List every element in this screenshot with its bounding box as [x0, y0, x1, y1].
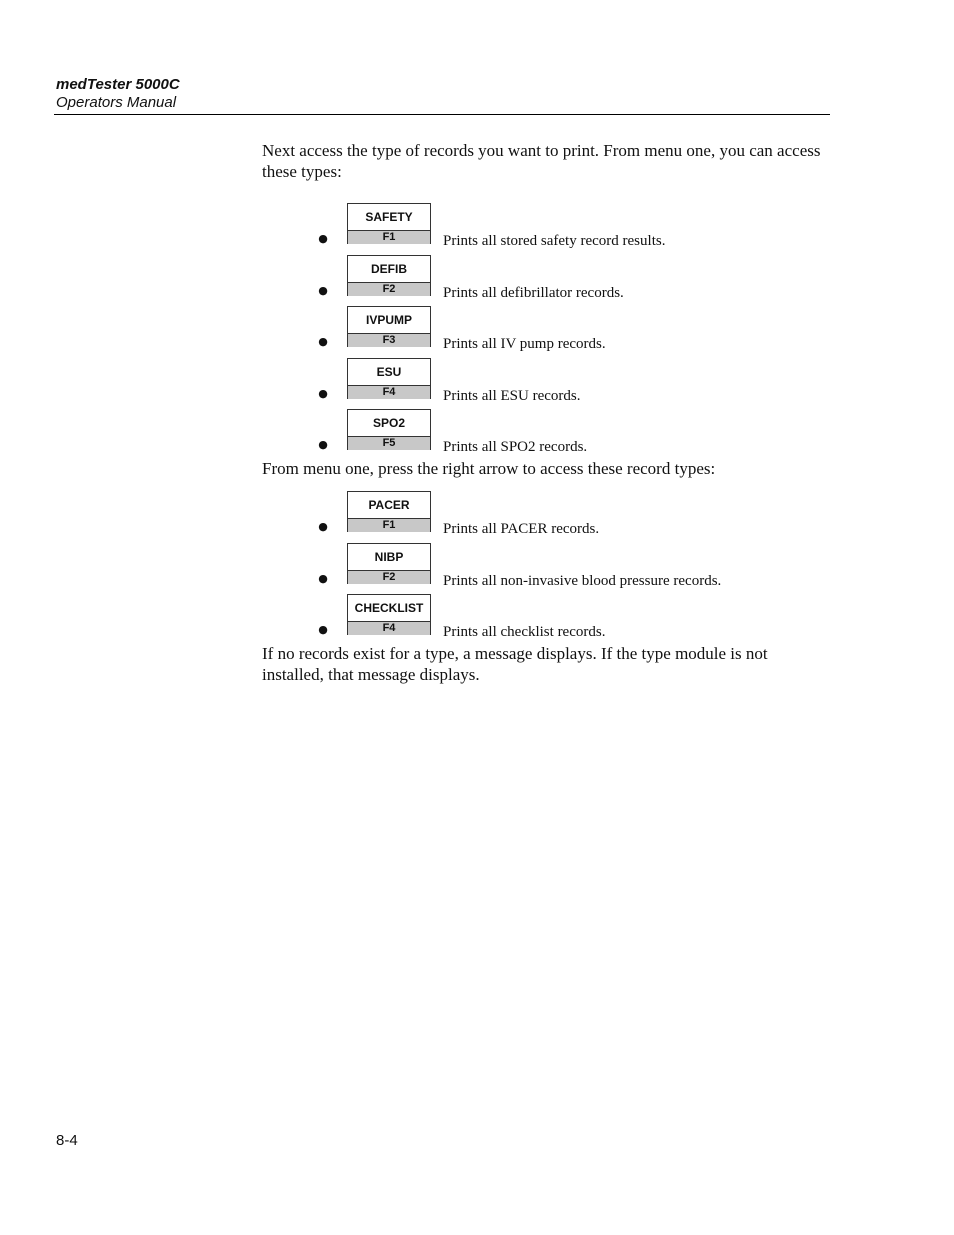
header-rule	[54, 114, 830, 115]
bullet-icon: ●	[318, 572, 328, 585]
item-description: Prints all defibrillator records.	[443, 285, 624, 301]
transition-paragraph: From menu one, press the right arrow to access these record types:	[262, 459, 716, 478]
bullet-icon: ●	[318, 438, 328, 451]
list-item	[0, 203, 954, 249]
item-description: Prints all stored safety record results.	[443, 233, 666, 249]
function-key-label: F5	[348, 436, 430, 450]
manual-title: medTester 5000C	[56, 76, 180, 93]
bullet-icon: ●	[318, 284, 328, 297]
item-description: Prints all checklist records.	[443, 624, 606, 640]
page-header	[56, 76, 830, 112]
manual-subtitle: Operators Manual	[56, 94, 177, 111]
bullet-icon: ●	[318, 232, 328, 245]
softkey-label: SPO2	[372, 416, 405, 430]
bullet-icon: ●	[318, 623, 328, 636]
function-key-label: F3	[348, 333, 430, 347]
list-item	[0, 358, 954, 404]
softkey-label: PACER	[368, 498, 410, 512]
softkey-defib[interactable]	[347, 255, 431, 296]
function-key-label: F1	[348, 518, 430, 532]
function-key-label: F2	[348, 282, 430, 296]
list-item	[0, 543, 954, 589]
list-item	[0, 255, 954, 301]
softkey-label: SAFETY	[365, 210, 413, 224]
intro-paragraph: Next access the type of records you want to print. From menu one, you can access these types:	[262, 141, 821, 181]
softkey-ivpump[interactable]	[347, 306, 431, 347]
item-description: Prints all ESU records.	[443, 388, 581, 404]
softkey-label: CHECKLIST	[354, 601, 424, 615]
bullet-icon: ●	[318, 335, 328, 348]
page-number: 8-4	[56, 1132, 78, 1149]
softkey-esu[interactable]	[347, 358, 431, 399]
list-item	[0, 409, 954, 455]
softkey-spo2[interactable]	[347, 409, 431, 450]
closing-paragraph: If no records exist for a type, a message displays. If the type module is not installed, that message displays.	[262, 644, 768, 684]
item-description: Prints all non-invasive blood pressure records.	[443, 573, 722, 589]
softkey-label: DEFIB	[371, 262, 407, 276]
softkey-checklist[interactable]	[347, 594, 431, 635]
list-item	[0, 306, 954, 352]
softkey-label: IVPUMP	[365, 313, 412, 327]
softkey-nibp[interactable]	[347, 543, 431, 584]
function-key-label: F4	[348, 385, 430, 399]
function-key-label: F4	[348, 621, 430, 635]
function-key-label: F1	[348, 230, 430, 244]
list-item	[0, 491, 954, 537]
softkey-safety[interactable]	[347, 203, 431, 244]
bullet-icon: ●	[318, 387, 328, 400]
softkey-pacer[interactable]	[347, 491, 431, 532]
item-description: Prints all PACER records.	[443, 521, 600, 537]
item-description: Prints all IV pump records.	[443, 336, 606, 352]
softkey-label: NIBP	[374, 550, 404, 564]
softkey-label: ESU	[376, 365, 402, 379]
bullet-icon: ●	[318, 520, 328, 533]
function-key-label: F2	[348, 570, 430, 584]
item-description: Prints all SPO2 records.	[443, 439, 588, 455]
list-item	[0, 594, 954, 640]
